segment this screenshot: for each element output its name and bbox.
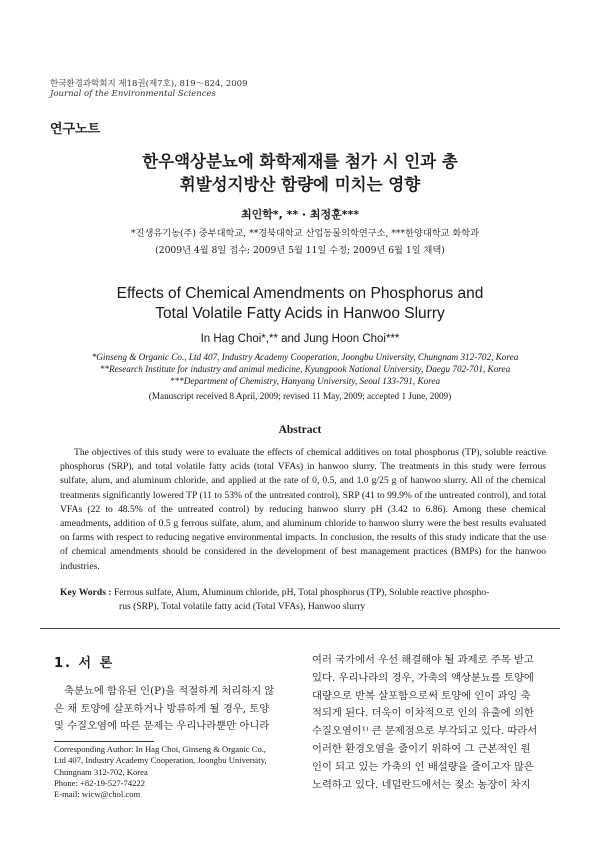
corresponding-author-line: Ltd 407, Industry Academy Cooperation, Joongbu University, [54, 755, 267, 766]
korean-authors: 최인학*, ** · 최정훈*** [240, 208, 360, 221]
korean-title-line1: 한우액상분뇨에 화학제재를 첨가 시 인과 총 [142, 152, 458, 171]
english-dates: (Manuscript received 8 April, 2009; revised 11 May, 2009; accepted 1 June, 2009) [148, 391, 452, 401]
corresponding-author [54, 744, 304, 800]
english-title-line2: Total Volatile Fatty Acids in Hanwoo Slurry [155, 305, 445, 322]
intro-left-line: 축분뇨에 함유된 인(P)을 적절하게 처리하지 않 [64, 685, 275, 697]
journal-header-english: Journal of the Environmental Sciences [50, 89, 216, 99]
intro-right-line: 인이 되고 있는 가축의 인 배설량을 줄이고자 많은 [312, 760, 534, 773]
corresponding-author-line: Corresponding Author: In Hag Choi, Ginseng & Organic Co., [54, 744, 267, 754]
footnote-rule [54, 741, 154, 742]
keywords [60, 586, 550, 614]
intro-left-line: 은 채 토양에 살포하거나 방류하게 될 경우, 토양 [54, 702, 270, 715]
intro-right-line: 여러 국가에서 우선 해결해야 될 과제로 주목 받고 [312, 654, 534, 666]
intro-right-line: 이러한 환경오염을 줄이기 위하여 그 근본적인 원 [312, 742, 531, 755]
intro-right-paragraph [312, 652, 562, 794]
corresponding-author-line: Chungnam 312-702, Korea [54, 766, 148, 777]
english-title-line1: Effects of Chemical Amendments on Phosphorus and [116, 285, 484, 302]
intro-right-line: 노력하고 있다. 네덜란드에서는 젖소 농장이 차지 [312, 778, 531, 791]
section1-heading: 1. 서 론 [54, 656, 115, 671]
keywords-label: Key Words : [60, 587, 112, 598]
intro-right-line: 수질오염이¹⁾ 큰 문제점으로 부각되고 있다. 따라서 [312, 725, 538, 738]
intro-right-line: 있다. 우리나라의 경우, 가축의 액상분뇨를 토양에 [312, 671, 534, 684]
korean-title-line2: 휘발성지방산 함량에 미치는 영향 [179, 175, 421, 194]
abstract-heading: Abstract [278, 424, 322, 436]
corresponding-author-phone: Phone: +82-19-527-74222 [54, 777, 146, 788]
english-affiliation-2: **Research Institute for industry and animal medicine, Kyungpook National University, Daegu 702-701, Korea [99, 364, 511, 374]
intro-left-paragraph [54, 683, 298, 736]
english-affiliation-1: *Ginseng & Organic Co., Ltd 407, Industry Academy Cooperation, Joongbu University, Chungnam 312-702, Korea [91, 352, 519, 362]
english-authors: In Hag Choi*,** and Jung Hoon Choi*** [200, 333, 400, 345]
corresponding-author-email: E-mail: wicw@chol.com [54, 789, 141, 800]
keywords-line1: Ferrous sulfate, Alum, Aluminum chloride, pH, Total phosphorus (TP), Soluble reactive phospho- [113, 587, 490, 598]
abstract-text: The objectives of this study were to evaluate the effects of chemical additives on total phosphorus (TP), soluble reactive phosphorus (SRP), and total volatile fatty acids (total VFAs) in hanwoo slurry. The treatments in this study were ferrous sulfate, alum, and aluminum chloride, and applied at the rate of 0, 0.5, and 1.0 g/25 g of hanwoo slurry. All of the chemical treatments significantly lowered TP (11 to 53% of the untreated control), SRP (41 to 99.9% of the untreated control), and total VFAs (22 to 48.5% of the untreated control) by reducing hanwoo slurry pH (3.42 to 6.86). Among these chemical amendments, addition of 0.5 g ferrous sulfate, alum, and aluminum chloride to hanwoo slurry were the best results evaluated on farms with respect to reducing negative environmental impacts. In conclusion, the results of this study indicate that the use of chemical amendments should be considered in the development of best management practices (BMPs) for the hanwoo industries. [60, 447, 546, 572]
english-affiliation-3: ***Department of Chemistry, Hanyang University, Seoul 133-791, Korea [169, 376, 441, 386]
section-divider [40, 628, 560, 629]
section-tag: 연구노트 [50, 122, 101, 137]
korean-dates: (2009년 4월 8일 접수; 2009년 5월 11일 수정; 2009년 6월 1일 채택) [155, 245, 445, 256]
keywords-line2: rus (SRP), Total volatile fatty acid (Total VFAs), Hanwoo slurry [119, 601, 366, 613]
intro-right-line: 대량으로 반복 살포함으로써 토양에 인이 과잉 축 [312, 689, 531, 702]
korean-affiliations: *진생유기농(주) 중부대학교, **경북대학교 산업동물의학연구소, ***한양대학교 화학과 [130, 228, 480, 239]
journal-header-korean: 한국환경과학회지 제18권(제7호), 819～824, 2009 [50, 79, 248, 89]
intro-right-line: 적되게 된다. 더욱이 이차적으로 인의 유출에 의한 [312, 707, 534, 720]
intro-left-line: 및 수질오염에 따른 문제는 우리나라뿐만 아니라 [54, 720, 270, 732]
